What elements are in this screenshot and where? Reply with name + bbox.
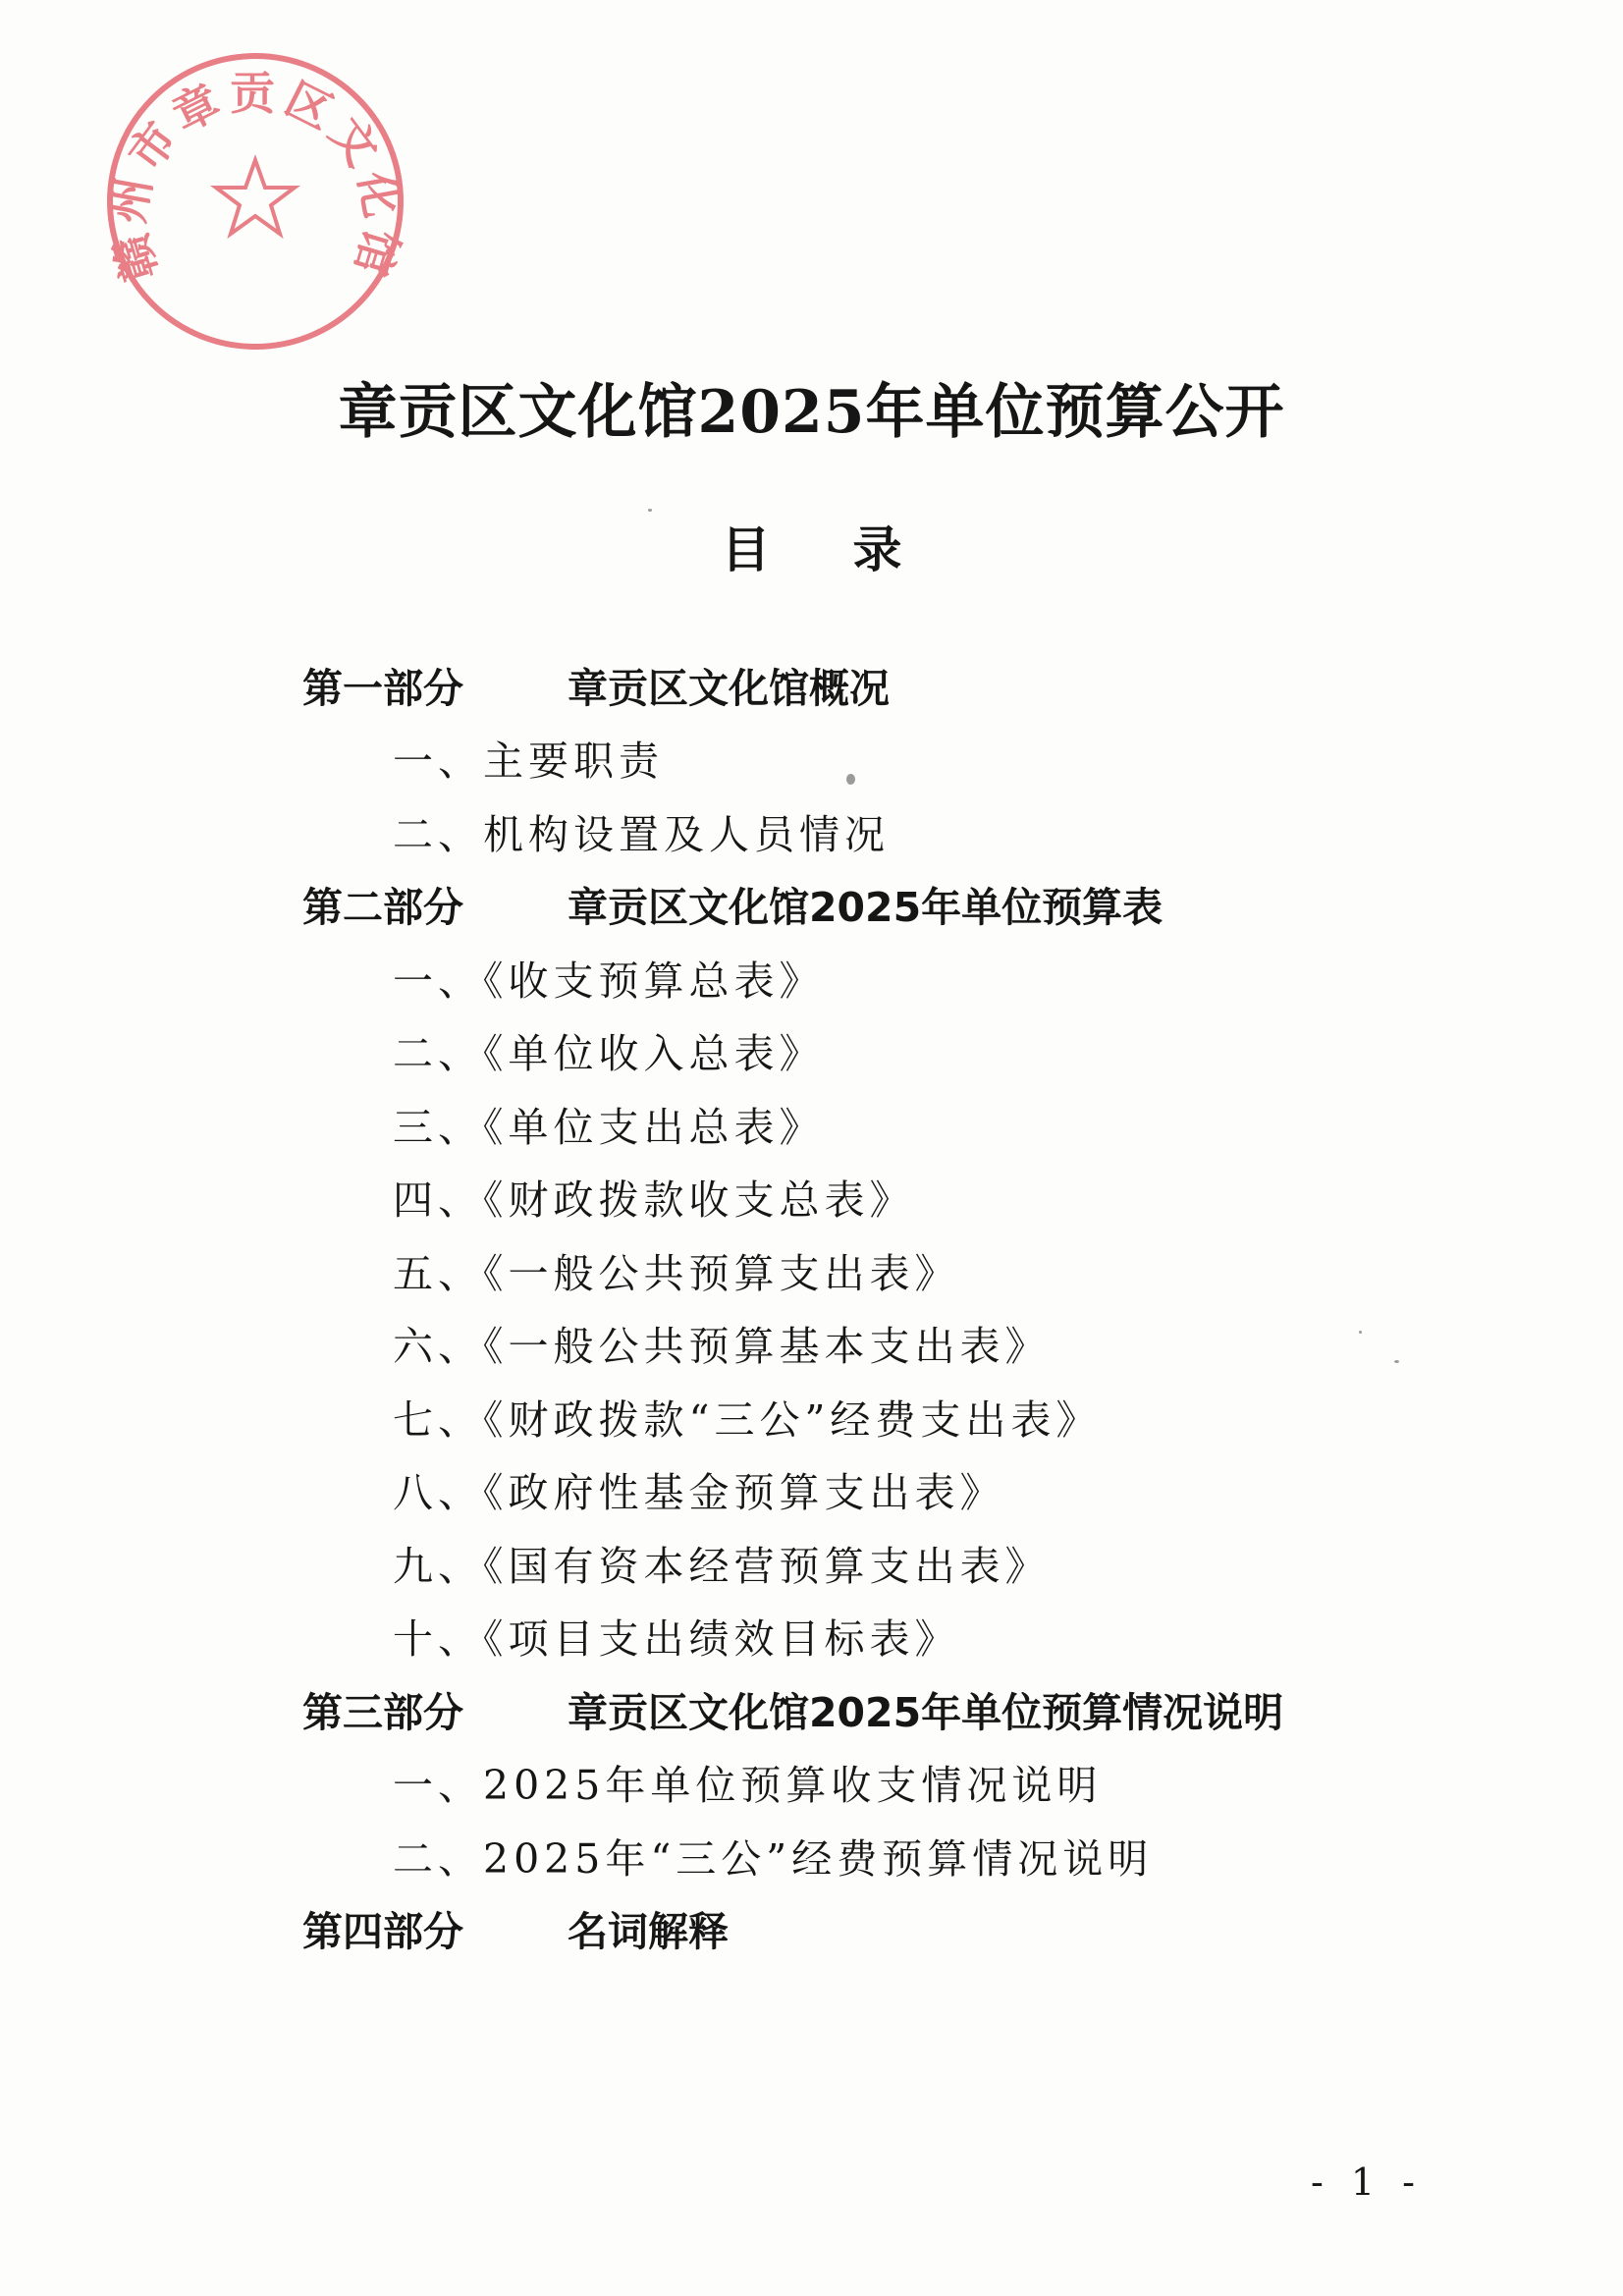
- toc-part-label: 第二部分: [302, 884, 463, 932]
- toc-item-text: 七、《财政拨款“三公”经费支出表》: [393, 1395, 1102, 1444]
- toc-item: [302, 1526, 1520, 1600]
- toc-item: [302, 1307, 1520, 1381]
- toc-item: [302, 1014, 1520, 1088]
- scan-speck: [648, 509, 652, 512]
- page-number: - 1 -: [1311, 2160, 1424, 2204]
- scan-speck: [1394, 1360, 1399, 1363]
- toc-item-text: 一、《收支预算总表》: [393, 957, 825, 1005]
- document-title: 章贡区文化馆2025年单位预算公开: [338, 378, 1285, 447]
- scan-speck: [1359, 1331, 1362, 1334]
- toc-item: [302, 1746, 1520, 1820]
- toc-part-title: 章贡区文化馆2025年单位预算情况说明: [568, 1688, 1284, 1736]
- toc-item: [302, 1233, 1520, 1307]
- toc-heading-char-2: 录: [852, 521, 902, 578]
- toc-item: [302, 1453, 1520, 1527]
- toc-item: [302, 1600, 1520, 1673]
- toc-item-text: 十、《项目支出绩效目标表》: [393, 1615, 960, 1664]
- toc-part-label: 第四部分: [302, 1908, 463, 1956]
- seal-star-icon: [216, 160, 295, 234]
- toc-item-text: 六、《一般公共预算基本支出表》: [393, 1323, 1051, 1371]
- toc-part: [302, 1892, 1520, 1966]
- toc-item: [302, 1161, 1520, 1234]
- toc-item-text: 四、《财政拨款收支总表》: [393, 1176, 915, 1225]
- toc-part-label: 第三部分: [302, 1688, 463, 1736]
- seal-text: 赣州市章贡区文化馆: [100, 67, 410, 288]
- toc-part: [302, 868, 1520, 942]
- toc-item-text: 一、2025年单位预算收支情况说明: [393, 1762, 1103, 1810]
- toc-item-text: 八、《政府性基金预算支出表》: [393, 1469, 1005, 1517]
- toc-item-text: 二、2025年“三公”经费预算情况说明: [393, 1834, 1154, 1883]
- toc-item: [302, 722, 1520, 795]
- toc-heading: [0, 511, 1623, 581]
- toc-part: [302, 1672, 1520, 1746]
- toc-heading-char-1: 目: [721, 521, 771, 578]
- toc-item-text: 五、《一般公共预算支出表》: [393, 1249, 960, 1297]
- toc-item-text: 二、《单位收入总表》: [393, 1030, 825, 1078]
- toc-item-text: 二、机构设置及人员情况: [393, 810, 890, 858]
- toc-part-title: 名词解释: [568, 1908, 729, 1956]
- toc-item: [302, 941, 1520, 1014]
- toc-item: [302, 1380, 1520, 1453]
- toc-item-text: 九、《国有资本经营预算支出表》: [393, 1542, 1051, 1590]
- toc-item: [302, 1087, 1520, 1161]
- toc-item: [302, 1819, 1520, 1892]
- toc-item: [302, 794, 1520, 868]
- table-of-contents: [302, 648, 1520, 1965]
- official-seal-stamp: [98, 44, 412, 358]
- toc-item-text: 三、《单位支出总表》: [393, 1103, 825, 1151]
- toc-part-title: 章贡区文化馆概况: [568, 664, 890, 712]
- toc-item-text: 一、主要职责: [393, 738, 664, 786]
- toc-part-title: 章贡区文化馆2025年单位预算表: [568, 884, 1163, 932]
- toc-part-label: 第一部分: [302, 664, 463, 712]
- scan-speck: [846, 774, 855, 785]
- toc-part: [302, 648, 1520, 722]
